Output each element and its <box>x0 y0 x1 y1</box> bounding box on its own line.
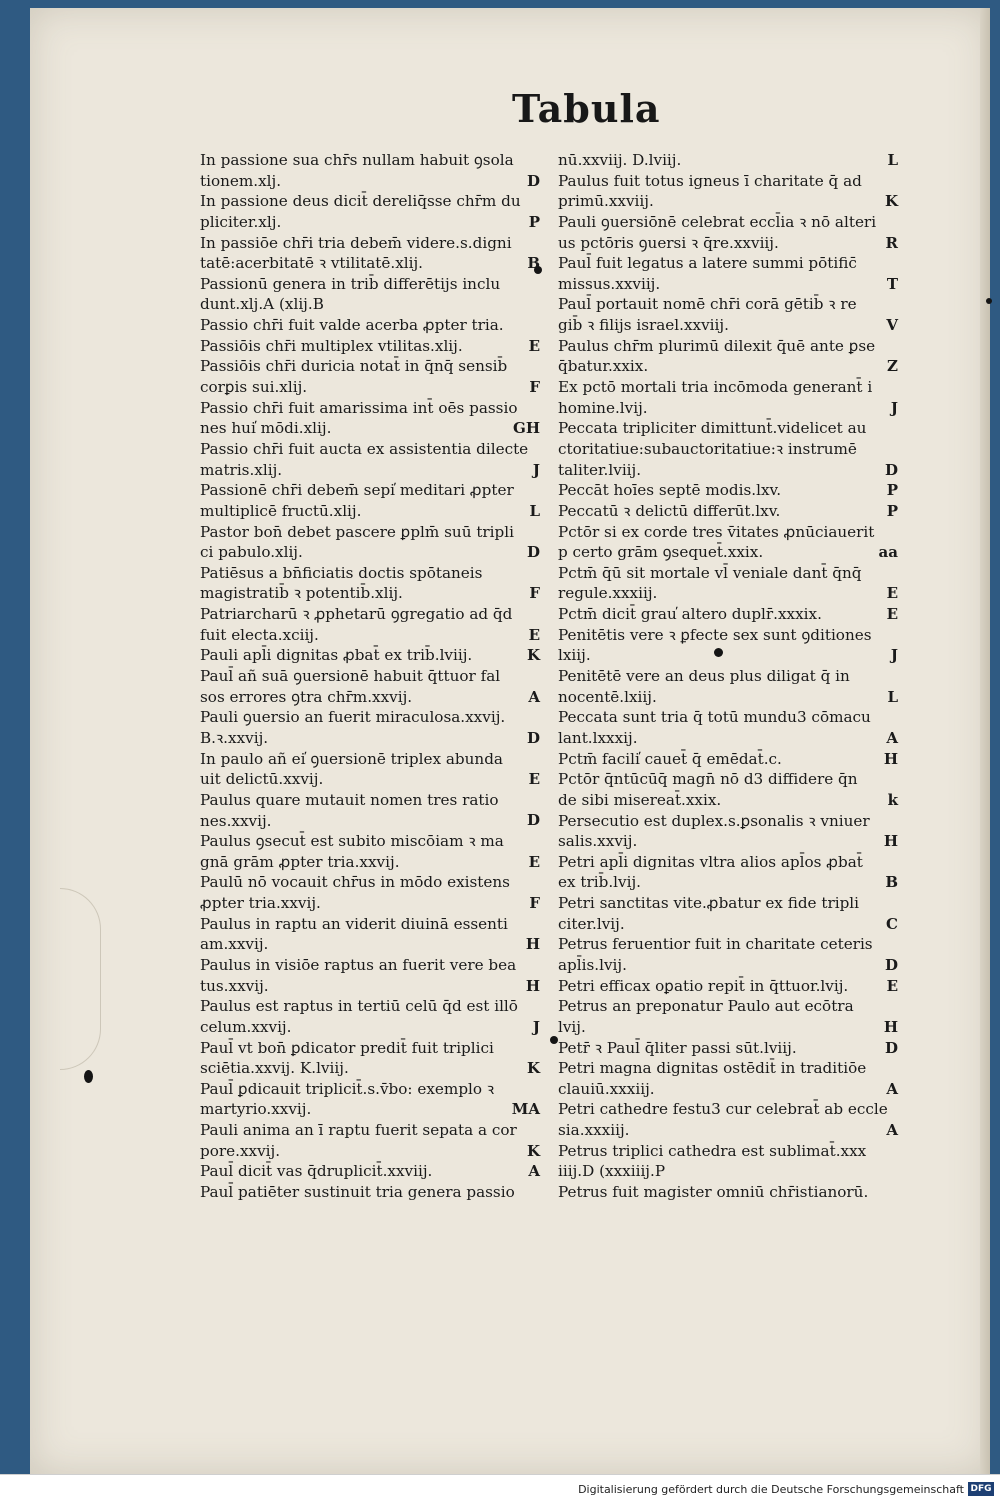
index-entry-line: q̄batur.xxix. <box>558 357 649 376</box>
index-entry <box>200 191 540 232</box>
index-entry <box>200 398 540 439</box>
page-edge <box>980 8 990 1474</box>
index-entry <box>200 1079 540 1120</box>
index-entry-line: Petri apl̄i dignitas vltra alios apl̄os ꝓbat̄ <box>558 852 863 871</box>
index-entry-line: pore.xxvij. <box>200 1141 281 1160</box>
index-entry-line: Pauli anima an ī raptu fuerit sepata a cor <box>200 1121 517 1140</box>
index-entry-letter: E <box>528 852 540 871</box>
index-entry <box>558 480 898 501</box>
index-entry <box>558 852 898 893</box>
index-entry-line: Passio chr̄i fuit aucta ex assistentia dilecte <box>200 439 529 458</box>
index-entry-letter: MA <box>511 1100 540 1119</box>
index-entry-letter: D <box>884 955 898 974</box>
index-entry-letter: J <box>532 460 540 479</box>
index-entry-line: primū.xxviij. <box>558 192 654 211</box>
index-entry-letter: A <box>886 728 898 747</box>
index-entry-letter: E <box>886 584 898 603</box>
index-entry-letter: P <box>886 481 898 500</box>
index-entry-line: clauiū.xxxiij. <box>558 1079 655 1098</box>
index-entry-line: Paul̄ añ suā ꝯuersionē habuit q̄ttuor fal <box>200 667 501 686</box>
index-entry-line: taliter.lviij. <box>558 460 642 479</box>
index-entry-line: Passiōis chr̄i multiplex vtilitas.xlij. <box>200 336 463 355</box>
index-entry <box>558 253 898 294</box>
index-entry <box>558 377 898 418</box>
index-entry <box>200 645 540 666</box>
index-entry-line: Pctm̄ q̄ū sit mortale vl̄ veniale dant̄ q̄nq̄ <box>558 563 862 582</box>
index-entry-letter: V <box>886 316 898 335</box>
index-entry-line: Paul̄ dicit̄ vas q̄druplicit̄.xxviij. <box>200 1162 433 1181</box>
index-entry-line: tus.xxvij. <box>200 976 269 995</box>
index-entry-line: regule.xxxiij. <box>558 584 658 603</box>
index-entry-letter: Z <box>887 357 898 376</box>
index-entry-letter: GH <box>513 419 540 438</box>
index-entry <box>558 996 898 1037</box>
index-entry-letter: k <box>887 790 898 809</box>
index-entry-letter: L <box>887 150 898 169</box>
index-entry-letter: D <box>884 460 898 479</box>
index-entry <box>200 356 540 397</box>
page-title: Tabula <box>512 86 661 131</box>
index-entry-line: Persecutio est duplex.s.ꝑsonalis ꝛ vniuer <box>558 811 870 830</box>
index-entry <box>558 769 898 810</box>
index-entry-line: Petrus an preponatur Paulo aut ecōtra <box>558 997 854 1016</box>
index-entry-letter: A <box>886 1079 898 1098</box>
index-entry-line: tatē:acerbitatē ꝛ vtilitatē.xlij. <box>200 254 424 273</box>
index-entry-line: Paulus fuit totus igneus ī charitate q̄ ad <box>558 171 862 190</box>
index-entry-line: ex trib̄.lvij. <box>558 873 641 892</box>
index-entry <box>558 418 898 480</box>
index-entry <box>200 233 540 274</box>
index-entry-line: In passione deus dicit̄ dereliq̄sse chr̄m du <box>200 192 521 211</box>
index-entry-line: gnā grām ꝓpter tria.xxvij. <box>200 852 400 871</box>
index-entry-line: Passiōis chr̄i duricia notat̄ in q̄nq̄ sensib̄ <box>200 357 508 376</box>
index-entry-line: ci pabulo.xlij. <box>200 543 303 562</box>
index-entry-line: missus.xxviij. <box>558 274 661 293</box>
index-entry-letter: F <box>529 584 540 603</box>
index-entry <box>558 171 898 212</box>
index-entry-line: Peccāt hoīes septē modis.lxv. <box>558 481 782 500</box>
index-entry <box>558 294 898 335</box>
index-entry-line: nes.xxvij. <box>200 811 272 830</box>
index-entry-line: Passionē chr̄i debem̄ sepi̕ meditari ꝓpter <box>200 481 514 500</box>
index-entry-line: celum.xxvij. <box>200 1017 292 1036</box>
index-entry-line: Penitētē vere an deus plus diligat q̄ in <box>558 667 850 686</box>
index-entry <box>558 666 898 707</box>
index-entry-letter: A <box>528 687 540 706</box>
index-entry-letter: D <box>884 1038 898 1057</box>
index-entry-line: Pctm̄ facili̕ cauet̄ q̄ emēdat̄.c. <box>558 749 782 768</box>
index-entry <box>200 790 540 831</box>
index-entry <box>200 666 540 707</box>
index-entry-line: Petr̄ ꝛ Paul̄ q̄liter passi sūt.lviij. <box>558 1038 797 1057</box>
index-entry-line: martyrio.xxvij. <box>200 1100 312 1119</box>
index-entry-letter: E <box>886 605 898 624</box>
index-entry-letter: H <box>525 976 540 995</box>
index-entry-line: de sibi misereat̄.xxix. <box>558 790 722 809</box>
index-entry-line: fuit electa.xciij. <box>200 625 319 644</box>
index-entry-line: Paulū nō vocauit chr̄us in mōdo existens <box>200 873 510 892</box>
index-entry-letter: E <box>528 770 540 789</box>
index-entry <box>200 1182 540 1203</box>
footer-bar <box>0 1474 1000 1505</box>
index-entry <box>558 749 898 770</box>
index-entry-line: Patriarcharū ꝛ ꝓphetarū ꝯgregatio ad q̄d <box>200 605 513 624</box>
index-entry <box>558 934 898 975</box>
index-entry-letter: D <box>526 728 540 747</box>
index-entry-letter: P <box>886 501 898 520</box>
index-entry-letter: J <box>890 398 898 417</box>
index-entry-line: iiij.D (xxxiiij.P <box>558 1162 666 1181</box>
index-entry <box>558 604 898 625</box>
index-entry-letter: P <box>528 212 540 231</box>
footer-credit: Digitalisierung gefördert durch die Deutsche Forschungsgemeinschaft <box>578 1483 964 1496</box>
index-entry-line: Pctōr si ex corde tres v̄itates ꝓnūciauerit <box>558 522 875 541</box>
index-entry-letter: B <box>885 873 898 892</box>
index-entry-line: pliciter.xlj. <box>200 212 282 231</box>
index-entry <box>558 625 898 666</box>
index-entry-letter: H <box>883 1017 898 1036</box>
index-entry <box>200 274 540 315</box>
index-entry <box>200 563 540 604</box>
index-entry-line: sia.xxxiij. <box>558 1121 630 1140</box>
index-entry <box>200 522 540 563</box>
index-entry-line: Paulus ꝯsecut̄ est subito miscōiam ꝛ ma <box>200 832 504 851</box>
index-entry-line: p certo grām ꝯsequet̄.xxix. <box>558 543 764 562</box>
index-entry-line: tionem.xlj. <box>200 171 282 190</box>
index-entry-letter: R <box>885 233 898 252</box>
index-entry-line: Petri magna dignitas ostēdit̄ in traditiōe <box>558 1059 867 1078</box>
index-entry <box>200 604 540 645</box>
index-entry-line: Passio chr̄i fuit valde acerba ꝓpter tria. <box>200 316 504 335</box>
index-entry-letter: D <box>526 811 540 830</box>
index-entry <box>558 501 898 522</box>
index-entry <box>558 563 898 604</box>
index-entry <box>558 707 898 748</box>
index-entry-letter: F <box>529 378 540 397</box>
index-entry-letter: K <box>884 192 898 211</box>
index-entry-line: Paulus in visiōe raptus an fuerit vere bea <box>200 955 517 974</box>
index-entry-line: Paul̄ fuit legatus a latere summi pōtific̄ <box>558 254 857 273</box>
index-entry-line: Penitētis vere ꝛ ꝑfecte sex sunt ꝯditiones <box>558 625 872 644</box>
index-entry-line: Pauli ꝯuersio an fuerit miraculosa.xxvij. <box>200 708 506 727</box>
index-entry-line: us pctōris ꝯuersi ꝛ q̄re.xxviij. <box>558 233 779 252</box>
index-entry-line: Ex pctō mortali tria incōmoda generant̄ i <box>558 378 873 397</box>
index-entry <box>200 1038 540 1079</box>
index-entry <box>200 707 540 748</box>
index-entry-line: ctoritatiue:subauctoritatiue:ꝛ instrumē <box>558 439 857 458</box>
index-entry-line: Pauli apl̄i dignitas ꝓbat̄ ex trib̄.lviij. <box>200 646 473 665</box>
index-entry-line: citer.lvij. <box>558 914 625 933</box>
index-entry <box>558 893 898 934</box>
index-entry-letter: D <box>526 543 540 562</box>
index-entry-letter: L <box>887 687 898 706</box>
index-entry-line: Peccatū ꝛ delictū differūt.lxv. <box>558 501 781 520</box>
index-entry-line: gib̄ ꝛ filijs israel.xxviij. <box>558 316 729 335</box>
index-column-right <box>558 150 898 1203</box>
index-entry-line: Paulus in raptu an viderit diuinā essenti <box>200 914 508 933</box>
index-entry-line: B.ꝛ.xxvij. <box>200 728 269 747</box>
index-entry-letter: A <box>528 1162 540 1181</box>
index-entry-line: In passiōe chr̄i tria debem̄ videre.s.digni <box>200 233 512 252</box>
index-entry-line: uit delictū.xxvij. <box>200 770 324 789</box>
dfg-logo: DFG <box>968 1482 994 1496</box>
index-entry-letter: H <box>883 832 898 851</box>
index-entry-line: Paul̄ patiēter sustinuit tria genera passio <box>200 1183 515 1202</box>
index-column-left <box>200 150 540 1203</box>
index-entry-letter: A <box>886 1121 898 1140</box>
index-entry-line: Passio chr̄i fuit amarissima int̄ oēs passio <box>200 398 518 417</box>
index-entry-line: nū.xxviij. D.lviij. <box>558 151 682 169</box>
index-entry <box>558 522 898 563</box>
index-entry-line: Petrus fuit magister omniū chr̄istianorū. <box>558 1183 869 1202</box>
index-entry-line: lvij. <box>558 1017 586 1036</box>
index-entry <box>200 914 540 955</box>
index-entry-line: Paulus est raptus in tertiū celū q̄d est illō <box>200 997 518 1016</box>
index-entry-letter: K <box>526 646 540 665</box>
index-entry-line: Peccata tripliciter dimittunt̄.videlicet au <box>558 419 867 438</box>
index-entry-line: Peccata sunt tria q̄ totū mundu3 cōmacu <box>558 708 871 727</box>
index-entry-line: Passionū genera in trib̄ differētijs inclu <box>200 274 501 293</box>
ink-spot <box>84 1070 93 1083</box>
index-entry-line: homine.lvij. <box>558 398 648 417</box>
index-entry-letter: H <box>525 935 540 954</box>
index-entry <box>200 831 540 872</box>
index-entry-line: Pctm̄ dicit̄ grau̕ altero duplr̄.xxxix. <box>558 605 822 624</box>
index-entry-line: lant.lxxxij. <box>558 728 638 747</box>
index-entry <box>558 1141 898 1182</box>
index-entry-letter: B <box>527 254 540 273</box>
index-entry-line: Petrus triplici cathedra est sublimat̄.xxx <box>558 1141 867 1160</box>
index-entry-line: Paulus chr̄m plurimū dilexit q̄uē ante ꝑse <box>558 336 876 355</box>
index-entry-line: nes hui̕ mōdi.xlij. <box>200 419 332 438</box>
index-entry-line: salis.xxvij. <box>558 832 638 851</box>
index-entry-letter: K <box>526 1141 540 1160</box>
index-entry <box>558 336 898 377</box>
index-entry-line: sos errores ꝯtra chr̄m.xxvij. <box>200 687 413 706</box>
index-entry-line: nocentē.lxiij. <box>558 687 657 706</box>
index-entry-letter: E <box>528 336 540 355</box>
index-entry <box>200 1120 540 1161</box>
index-entry-line: Paul̄ portauit nomē chr̄i corā gētib̄ ꝛ re <box>558 295 857 314</box>
index-entry <box>200 150 540 191</box>
index-entry-line: Petri efficax oꝑatio repit̄ in q̄ttuor.lvij. <box>558 976 849 995</box>
index-entry <box>558 1058 898 1099</box>
ink-spot <box>550 1036 558 1044</box>
ink-spot <box>986 298 992 304</box>
index-entry-letter: T <box>886 274 898 293</box>
index-entry-line: Pauli ꝯuersiōnē celebrat eccl̄ia ꝛ nō alteri <box>558 212 877 231</box>
index-entry-line: Petri cathedre festu3 cur celebrat̄ ab eccle <box>558 1100 888 1119</box>
index-entry-line: lxiij. <box>558 646 591 665</box>
index-entry-letter: K <box>526 1059 540 1078</box>
index-entry <box>200 1161 540 1182</box>
index-entry-line: In paulo añ ei̕ ꝯuersionē triplex abunda <box>200 749 503 768</box>
index-entry-line: magistratib̄ ꝛ potentib̄.xlij. <box>200 584 403 603</box>
index-entry-line: Pctōr q̄ntūcūq̄ magn̄ nō d3 diffidere q̄n <box>558 770 858 789</box>
index-entry-line: Petri sanctitas vite.ꝓbatur ex fide tripli <box>558 894 860 913</box>
index-entry <box>558 1038 898 1059</box>
index-entry <box>200 996 540 1037</box>
index-entry-line: dunt.xlj.A (xlij.B <box>200 295 324 314</box>
index-entry <box>558 976 898 997</box>
index-entry-line: In passione sua chr̄s nullam habuit ꝯsola <box>200 151 514 169</box>
index-entry-letter: F <box>529 894 540 913</box>
index-entry <box>200 315 540 336</box>
index-entry <box>558 1182 898 1203</box>
index-entry <box>200 955 540 996</box>
index-entry <box>200 439 540 480</box>
index-entry <box>200 872 540 913</box>
index-entry-line: am.xxvij. <box>200 935 269 954</box>
index-entry-line: Paul̄ vt bon̄ ꝑdicator predit̄ fuit triplici <box>200 1038 494 1057</box>
index-entry <box>558 1099 898 1140</box>
index-entry <box>200 480 540 521</box>
index-entry-letter: E <box>528 625 540 644</box>
index-entry-letter: E <box>886 976 898 995</box>
index-entry-letter: L <box>529 501 540 520</box>
index-entry-line: sciētia.xxvij. K.lviij. <box>200 1059 349 1078</box>
index-entry-line: Petrus feruentior fuit in charitate ceteris <box>558 935 873 954</box>
index-entry-line: multiplicē fructū.xlij. <box>200 501 362 520</box>
index-entry-line: Paul̄ ꝑdicauit triplicit̄.s.v̄bo: exemplo ꝛ <box>200 1079 495 1098</box>
index-entry-line: Pastor bon̄ debet pascere ꝑplm̄ suū tripli <box>200 522 514 541</box>
index-entry-letter: D <box>526 171 540 190</box>
index-entry <box>558 150 898 171</box>
index-entry <box>200 749 540 790</box>
index-entry-line: apl̄is.lvij. <box>558 955 627 974</box>
index-entry-letter: aa <box>878 543 898 562</box>
index-entry-line: Patiēsus a bn̄ficiatis doctis spōtaneis <box>200 563 483 582</box>
index-entry-letter: J <box>890 646 898 665</box>
page-tab-shadow <box>60 888 101 1070</box>
index-entry-line: matris.xlij. <box>200 460 283 479</box>
index-entry-line: ꝓpter tria.xxvij. <box>200 894 321 913</box>
index-entry-letter: J <box>532 1017 540 1036</box>
index-entry-letter: C <box>886 914 898 933</box>
index-entry-line: corꝑis sui.xlij. <box>200 378 308 397</box>
index-entry-line: Paulus quare mutauit nomen tres ratio <box>200 790 499 809</box>
index-entry-letter: H <box>883 749 898 768</box>
index-entry <box>558 212 898 253</box>
index-entry <box>558 811 898 852</box>
index-entry <box>200 336 540 357</box>
